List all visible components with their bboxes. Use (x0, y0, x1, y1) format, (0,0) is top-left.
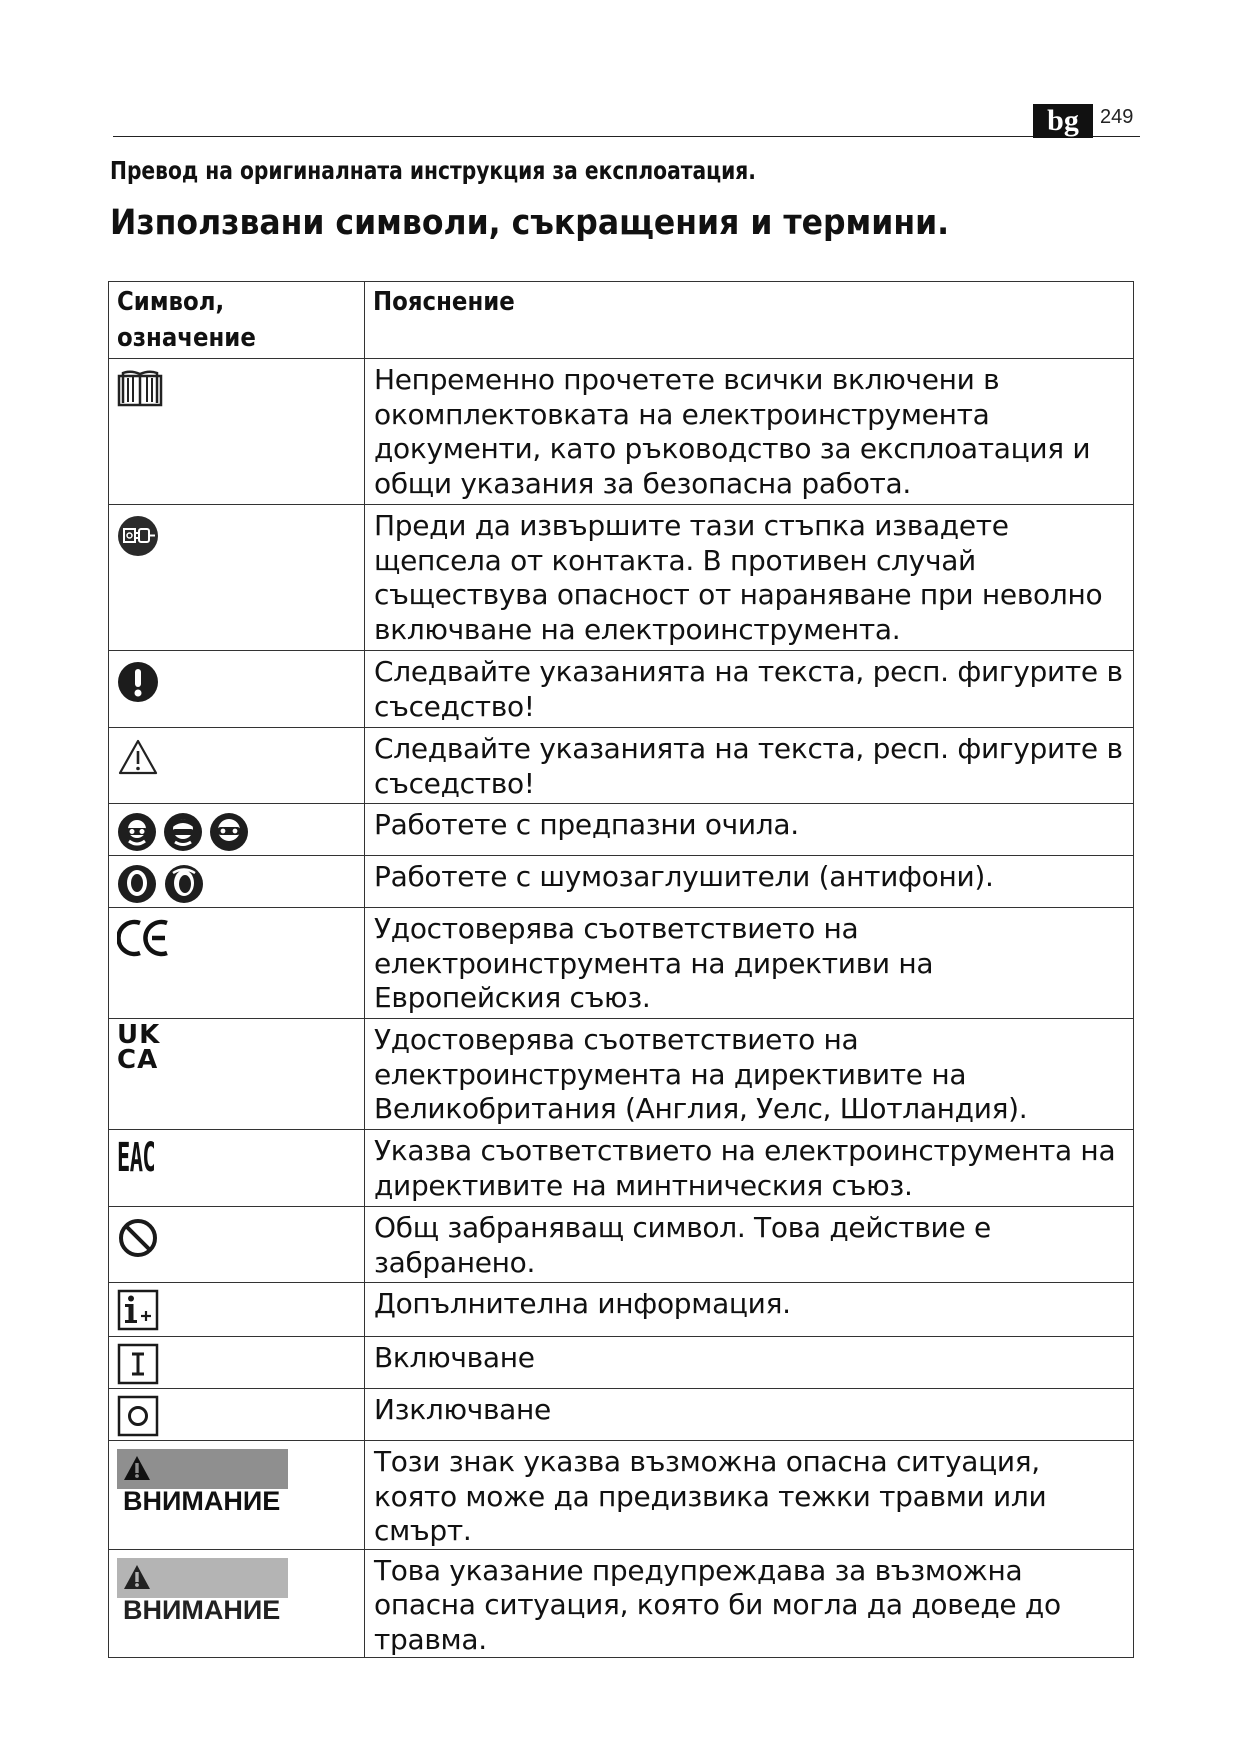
explanation-cell: Работете с предпазни очила. (365, 804, 1134, 856)
explanation-cell: Удостоверява съответствието на електроинструмента на директиви на Европейския съюз. (365, 908, 1134, 1019)
table-row (109, 908, 1134, 1019)
symbol-cell (109, 651, 365, 728)
table-row (109, 1389, 1134, 1441)
warning-triangle-icon (123, 1564, 151, 1590)
explanation-cell: Удостоверява съответствието на електроинструмента на директивите на Великобритания (Англия, Уелс, Шотландия). (365, 1019, 1134, 1130)
symbol-cell (109, 505, 365, 651)
table-row (109, 1441, 1134, 1550)
symbol-cell (109, 728, 365, 804)
table-row (109, 1019, 1134, 1130)
ukca-mark-icon: UK CA (117, 1020, 161, 1075)
table-row (109, 856, 1134, 908)
table-row (109, 1130, 1134, 1207)
table-row (109, 1207, 1134, 1283)
warning-triangle-icon (117, 738, 159, 776)
table-row (109, 359, 1134, 505)
symbol-cell (109, 1130, 365, 1207)
eac-mark-icon: EAC (117, 1135, 156, 1181)
read-manual-icon (117, 369, 163, 407)
table-row (109, 651, 1134, 728)
explanation-cell: Непременно прочетете всички включени в окомплектовката на електроинструмента документи, като ръководство за експлоатация и общи указания за безопасна работа. (365, 359, 1134, 505)
power-on-icon (117, 1343, 159, 1385)
table-row (109, 1283, 1134, 1337)
table-row (109, 505, 1134, 651)
page-title: Използвани символи, съкращения и термини. (110, 203, 950, 243)
explanation-cell: Следвайте указанията на текста, респ. фигурите в съседство! (365, 651, 1134, 728)
header-symbol: Символ, означение (109, 282, 365, 359)
table-row (109, 1337, 1134, 1389)
explanation-cell: Работете с шумозаглушители (антифони). (365, 856, 1134, 908)
explanation-cell: Преди да извършите тази стъпка извадете щепсела от контакта. В противен случай съществува опасност от нараняване при неволно включване на електроинструмента. (365, 505, 1134, 651)
explanation-cell: Изключване (365, 1389, 1134, 1441)
symbol-cell (109, 1019, 365, 1130)
symbol-cell (109, 1389, 365, 1441)
explanation-cell: Указва съответствието на електроинструмента на директивите на минтническия съюз. (365, 1130, 1134, 1207)
explanation-cell: Общ забраняващ символ. Това действие е забранено. (365, 1207, 1134, 1283)
explanation-cell: Този знак указва възможна опасна ситуация, която може да предизвика тежки травми или смърт. (365, 1441, 1134, 1550)
exclamation-circle-icon (117, 661, 159, 703)
page-number: 249 (1100, 106, 1134, 128)
explanation-cell: Включване (365, 1337, 1134, 1389)
symbol-cell (109, 1337, 365, 1389)
symbol-cell (109, 1549, 365, 1658)
ear-protection-icon (117, 863, 212, 905)
table-row (109, 804, 1134, 856)
symbol-cell (109, 1441, 365, 1550)
symbol-cell (109, 359, 365, 505)
explanation-cell: Това указание предупреждава за възможна опасна ситуация, която би могла да доведе до травма. (365, 1549, 1134, 1658)
header-explanation: Пояснение (365, 282, 1134, 359)
table-header-row (109, 282, 1134, 359)
table-row (109, 728, 1134, 804)
symbol-cell (109, 856, 365, 908)
warning-triangle-icon (123, 1455, 151, 1481)
header-rule (113, 136, 1140, 137)
symbols-table (108, 281, 1134, 1658)
table-row (109, 1549, 1134, 1658)
power-off-icon (117, 1395, 159, 1437)
language-badge: bg (1033, 104, 1093, 138)
unplug-icon (117, 515, 159, 557)
symbol-cell (109, 1283, 365, 1337)
symbol-cell (109, 908, 365, 1019)
safety-goggles-icon (117, 811, 257, 853)
explanation-cell: Следвайте указанията на текста, респ. фигурите в съседство! (365, 728, 1134, 804)
ce-mark-icon (117, 918, 173, 958)
warning-badge: ВНИМАНИЕ (117, 1558, 288, 1598)
document-subtitle: Превод на оригиналната инструкция за експлоатация. (110, 156, 757, 185)
info-plus-icon (117, 1289, 159, 1331)
warning-badge: ВНИМАНИЕ (117, 1449, 288, 1489)
symbol-cell (109, 1207, 365, 1283)
prohibition-icon (117, 1217, 159, 1259)
explanation-cell: Допълнителна информация. (365, 1283, 1134, 1337)
symbol-cell (109, 804, 365, 856)
